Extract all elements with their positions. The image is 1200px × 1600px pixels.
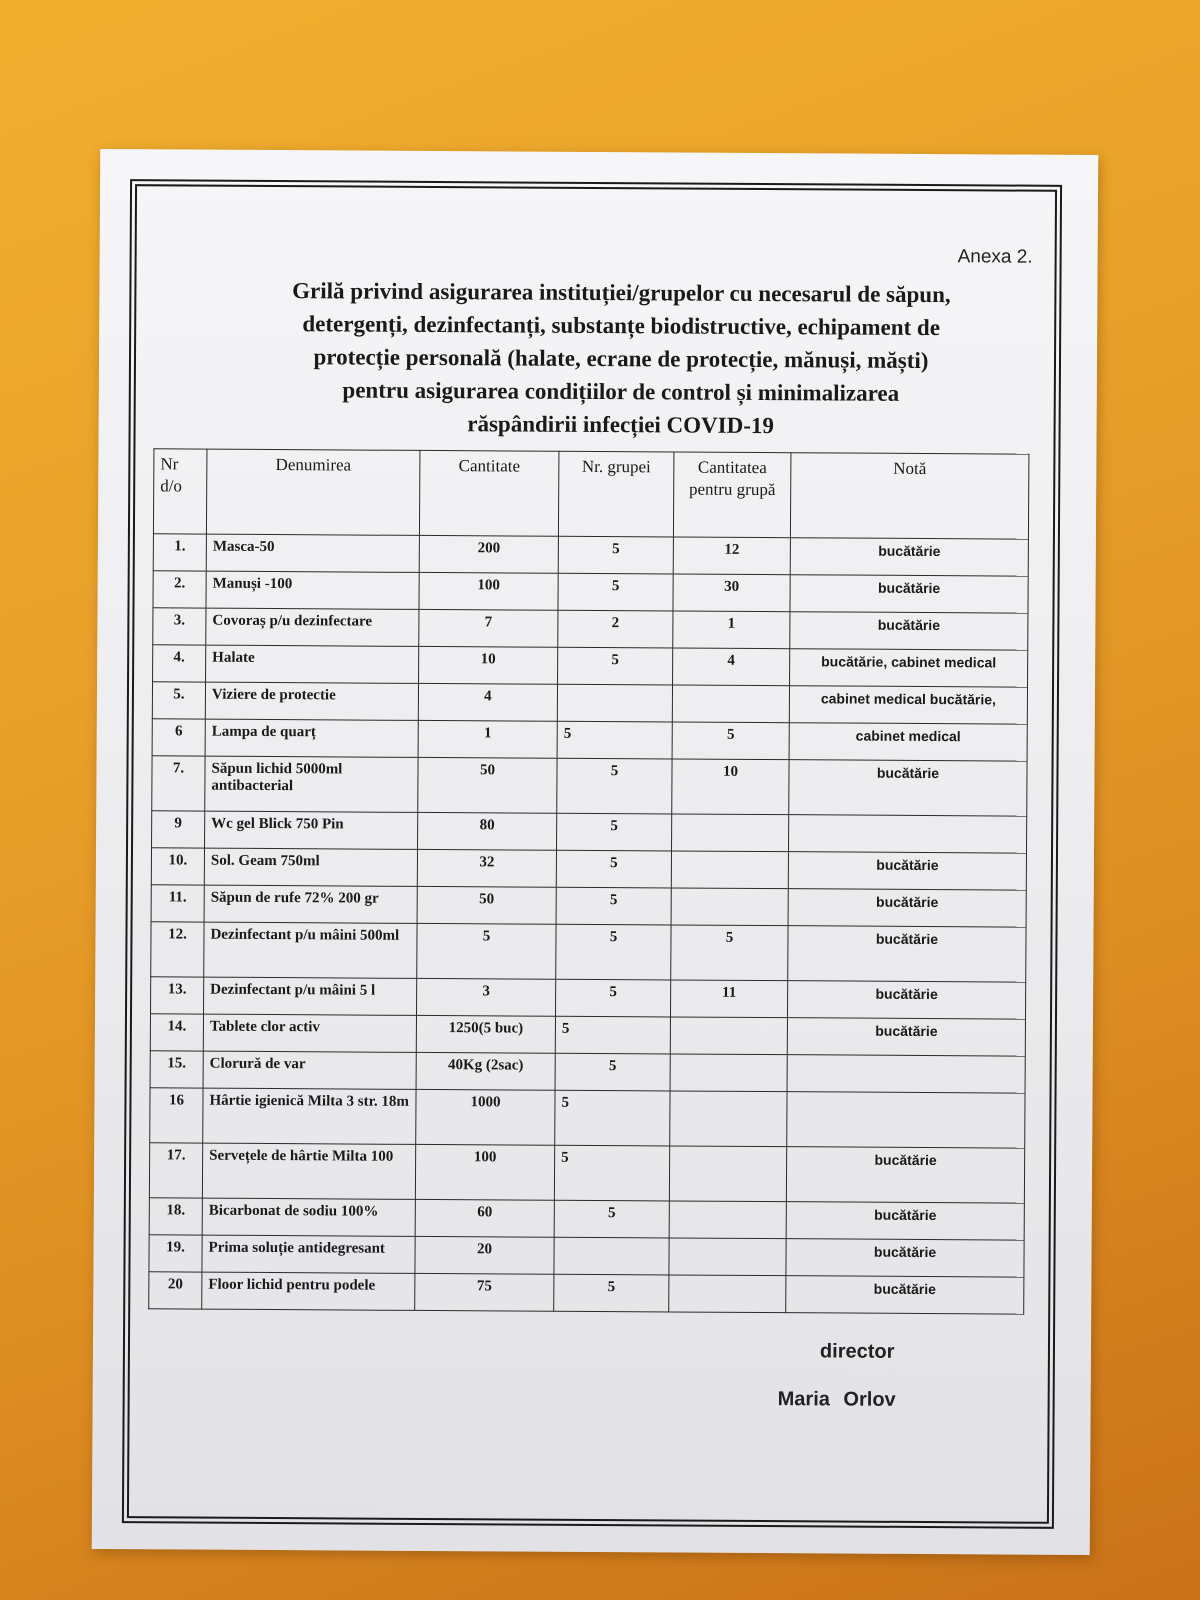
document-title	[231, 274, 1012, 444]
title-line: pentru asigurarea condițiilor de control și minimalizarea	[342, 377, 900, 406]
row-groups-cell: 5	[555, 979, 670, 1017]
row-name-cell: Clorură de var	[203, 1051, 416, 1089]
row-quantity-cell: 7	[419, 609, 558, 647]
row-per-group-cell	[669, 1275, 786, 1313]
table-row	[152, 719, 1027, 761]
row-per-group-cell: 30	[673, 574, 790, 612]
row-groups-cell	[554, 1237, 669, 1275]
row-groups-cell: 5	[555, 1090, 670, 1146]
row-groups-cell: 5	[554, 1145, 669, 1201]
signature-role: director	[819, 1340, 895, 1363]
row-name-cell: Săpun de rufe 72% 200 gr	[204, 885, 417, 923]
row-quantity-cell: 1250(5 buc)	[416, 1015, 555, 1053]
table-row	[153, 645, 1028, 687]
table-row	[151, 885, 1026, 927]
row-number-cell: 3.	[153, 608, 206, 645]
title-line: răspândirii infecției COVID-19	[467, 411, 775, 439]
table-row	[153, 608, 1028, 650]
row-groups-cell: 5	[556, 924, 671, 980]
row-per-group-cell	[669, 1238, 786, 1276]
row-note-cell: bucătărie	[787, 1018, 1025, 1056]
row-per-group-cell	[671, 851, 788, 889]
row-quantity-cell: 5	[417, 923, 556, 979]
row-groups-cell: 5	[557, 813, 672, 851]
row-groups-cell: 5	[554, 1274, 669, 1312]
row-note-cell: bucătărie	[786, 1239, 1024, 1277]
row-name-cell: Halate	[206, 645, 419, 683]
table-row	[149, 1272, 1024, 1314]
row-number-cell: 13.	[151, 977, 204, 1014]
row-quantity-cell: 10	[419, 646, 558, 684]
table-row	[150, 1088, 1025, 1148]
row-quantity-cell: 80	[418, 812, 557, 850]
title-line: Grilă privind asigurarea instituției/grupelor cu necesarul de săpun,	[292, 278, 951, 308]
row-name-cell: Viziere de protectie	[205, 682, 418, 720]
row-per-group-cell	[669, 1201, 786, 1239]
row-per-group-cell: 4	[673, 648, 790, 686]
row-name-cell: Dezinfectant p/u mâini 500ml	[204, 922, 417, 978]
row-note-cell: bucătărie	[787, 981, 1025, 1019]
header-note: Notă	[790, 453, 1029, 539]
row-per-group-cell	[670, 1054, 787, 1092]
row-per-group-cell	[672, 814, 789, 852]
row-quantity-cell: 1000	[416, 1089, 555, 1145]
header-name: Denumirea	[206, 449, 420, 535]
table-row	[153, 571, 1028, 613]
row-per-group-cell: 1	[673, 611, 790, 649]
row-name-cell: Hârtie igienică Milta 3 str. 18m	[203, 1088, 416, 1144]
row-groups-cell: 5	[558, 647, 673, 685]
row-note-cell: bucătărie	[786, 1276, 1024, 1314]
row-quantity-cell: 20	[415, 1236, 554, 1274]
table-row	[150, 1014, 1025, 1056]
row-number-cell: 16	[150, 1088, 203, 1143]
row-number-cell: 1.	[153, 534, 206, 571]
row-per-group-cell	[670, 1017, 787, 1055]
row-note-cell	[787, 1092, 1025, 1148]
row-number-cell: 6	[152, 719, 205, 756]
row-number-cell: 7.	[152, 756, 205, 811]
table-row	[151, 848, 1026, 890]
row-number-cell: 18.	[149, 1198, 202, 1235]
row-name-cell: Lampa de quarț	[205, 719, 418, 757]
row-groups-cell: 5	[558, 536, 673, 574]
row-groups-cell: 5	[555, 1053, 670, 1091]
row-note-cell: bucătărie	[790, 538, 1028, 576]
row-groups-cell: 5	[557, 758, 672, 814]
row-per-group-cell: 5	[671, 925, 788, 981]
table-row	[152, 682, 1027, 724]
table-header-row	[153, 449, 1029, 539]
row-number-cell: 2.	[153, 571, 206, 608]
row-per-group-cell	[669, 1146, 786, 1202]
supplies-table	[148, 448, 1029, 1314]
row-per-group-cell	[670, 1091, 787, 1147]
row-groups-cell: 5	[554, 1200, 669, 1238]
row-quantity-cell: 50	[417, 886, 556, 924]
row-quantity-cell: 60	[415, 1199, 554, 1237]
row-quantity-cell: 1	[418, 720, 557, 758]
row-groups-cell	[557, 684, 672, 722]
row-name-cell: Prima soluție antidegresant	[202, 1235, 415, 1273]
row-groups-cell: 5	[555, 1016, 670, 1054]
row-name-cell: Dezinfectant p/u mâini 5 l	[204, 977, 417, 1015]
table-row	[153, 534, 1028, 576]
row-note-cell: bucătărie	[788, 852, 1026, 890]
row-note-cell: bucătărie	[789, 760, 1027, 816]
row-number-cell: 12.	[151, 922, 204, 977]
header-per-group: Cantitatea pentru grupă	[673, 452, 791, 538]
row-number-cell: 11.	[151, 885, 204, 922]
row-number-cell: 14.	[150, 1014, 203, 1051]
row-per-group-cell: 5	[672, 722, 789, 760]
document-frame	[122, 179, 1062, 1529]
row-groups-cell: 2	[558, 610, 673, 648]
row-note-cell: bucătărie	[788, 889, 1026, 927]
row-name-cell: Manuși -100	[206, 571, 419, 609]
row-number-cell: 20	[149, 1272, 202, 1309]
table-row	[150, 1051, 1025, 1093]
row-number-cell: 5.	[152, 682, 205, 719]
row-per-group-cell: 11	[670, 980, 787, 1018]
row-name-cell: Servețele de hârtie Milta 100	[202, 1143, 415, 1199]
row-note-cell	[787, 1055, 1025, 1093]
header-nr: Nr d/o	[153, 449, 207, 534]
row-number-cell: 19.	[149, 1235, 202, 1272]
row-quantity-cell: 4	[418, 683, 557, 721]
row-name-cell: Bicarbonat de sodiu 100%	[202, 1198, 415, 1236]
table-row	[151, 977, 1026, 1019]
row-groups-cell: 5	[557, 721, 672, 759]
row-number-cell: 15.	[150, 1051, 203, 1088]
row-name-cell: Sol. Geam 750ml	[204, 848, 417, 886]
row-groups-cell: 5	[556, 850, 671, 888]
row-groups-cell: 5	[558, 573, 673, 611]
table-row	[149, 1143, 1024, 1203]
table-row	[149, 1198, 1024, 1240]
row-name-cell: Săpun lichid 5000ml antibacterial	[205, 756, 418, 812]
row-quantity-cell: 3	[416, 978, 555, 1016]
row-quantity-cell: 100	[415, 1144, 554, 1200]
row-per-group-cell: 12	[673, 537, 790, 575]
row-name-cell: Covoraș p/u dezinfectare	[206, 608, 419, 646]
row-number-cell: 9	[152, 811, 205, 848]
table-row	[151, 922, 1026, 982]
row-number-cell: 17.	[149, 1143, 202, 1198]
row-per-group-cell: 10	[672, 759, 789, 815]
row-name-cell: Tablete clor activ	[203, 1014, 416, 1052]
row-name-cell: Masca-50	[206, 534, 419, 572]
header-groups: Nr. grupei	[558, 451, 674, 537]
row-note-cell: bucătărie	[788, 926, 1026, 982]
row-quantity-cell: 100	[419, 572, 558, 610]
row-per-group-cell	[672, 685, 789, 723]
row-quantity-cell: 50	[418, 757, 557, 813]
row-quantity-cell: 40Kg (2sac)	[416, 1052, 555, 1090]
annex-label: Anexa 2.	[957, 246, 1033, 268]
row-quantity-cell: 75	[415, 1273, 554, 1311]
row-note-cell	[789, 815, 1027, 853]
row-number-cell: 4.	[153, 645, 206, 682]
document-sheet	[92, 149, 1099, 1555]
row-note-cell: cabinet medical	[789, 723, 1027, 761]
row-quantity-cell: 32	[417, 849, 556, 887]
row-groups-cell: 5	[556, 887, 671, 925]
row-name-cell: Floor lichid pentru podele	[202, 1272, 415, 1310]
table-row	[152, 756, 1027, 816]
row-number-cell: 10.	[151, 848, 204, 885]
row-note-cell: bucătărie	[786, 1147, 1024, 1203]
title-line: protecție personală (halate, ecrane de protecție, mănuși, măști)	[313, 344, 929, 374]
row-per-group-cell	[671, 888, 788, 926]
table-body	[149, 534, 1029, 1314]
row-note-cell: bucătărie	[790, 575, 1028, 613]
row-note-cell: bucătărie, cabinet medical	[790, 649, 1028, 687]
signature-name: Maria Orlov	[777, 1388, 896, 1411]
row-note-cell: bucătărie	[786, 1202, 1024, 1240]
header-quantity: Cantitate	[419, 450, 559, 536]
row-note-cell: cabinet medical bucătărie,	[789, 686, 1027, 724]
row-note-cell: bucătărie	[790, 612, 1028, 650]
row-name-cell: Wc gel Blick 750 Pin	[205, 811, 418, 849]
row-quantity-cell: 200	[419, 535, 558, 573]
table-row	[152, 811, 1027, 853]
table-row	[149, 1235, 1024, 1277]
title-line: detergenți, dezinfectanți, substanțe biodistructive, echipament de	[302, 311, 941, 341]
